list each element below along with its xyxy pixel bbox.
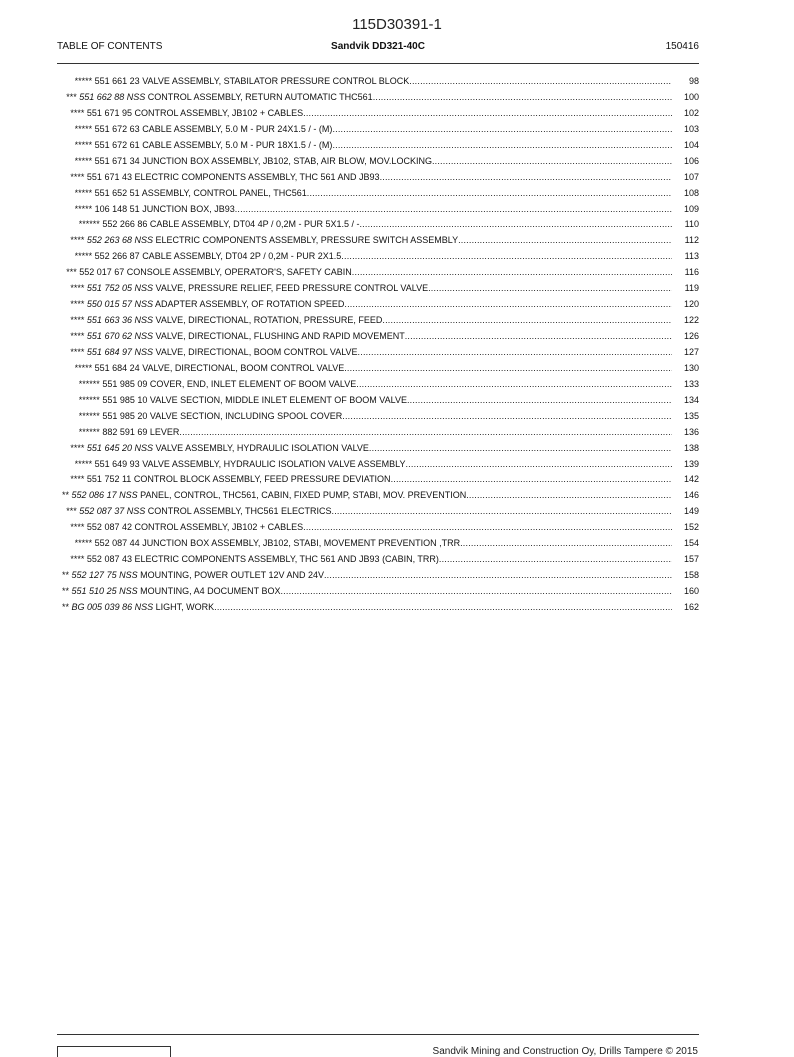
toc-entry[interactable]: [0, 568, 794, 584]
toc-entry-text: [66, 90, 672, 106]
toc-entry-text: [75, 186, 672, 202]
toc-entry[interactable]: [0, 202, 794, 218]
toc-entry-text: [62, 568, 672, 584]
toc-entry-text: [70, 345, 672, 361]
toc-title: VALVE ASSEMBLY, HYDRAULIC ISOLATION VALVE ASSEMBLY: [142, 458, 406, 469]
toc-dot-leader: [432, 156, 672, 166]
toc-part-number: 551 985 09: [102, 378, 148, 389]
toc-part-number: 552 087 42: [86, 522, 132, 533]
toc-level-marker: **: [62, 570, 70, 581]
toc-part-number: 551 752 05 NSS: [86, 283, 153, 294]
toc-dot-leader: [407, 395, 672, 405]
toc-part-number: 106 148 51: [94, 203, 140, 214]
toc-title: CABLE ASSEMBLY, DT04 4P / 0,2M - PUR 5X1.5 / -: [149, 219, 360, 230]
toc-entry-text: [75, 122, 672, 138]
toc-title: CONSOLE ASSEMBLY, OPERATOR'S, SAFETY CABIN: [126, 267, 352, 278]
toc-page-number: 103: [683, 123, 699, 134]
toc-dot-leader: [460, 538, 672, 548]
toc-title: CONTROL ASSEMBLY, JB102 + CABLES: [134, 522, 304, 533]
toc-entry[interactable]: [0, 409, 794, 425]
toc-title: ASSEMBLY, CONTROL PANEL, THC561: [141, 187, 307, 198]
toc-part-number: 551 684 24: [94, 362, 140, 373]
toc-title: PANEL, CONTROL, THC561, CABIN, FIXED PUMP, STABI, MOV. PREVENTION: [140, 490, 467, 501]
toc-entry-text: [79, 409, 672, 425]
toc-page-number: 154: [683, 538, 699, 549]
toc-entry-text: [70, 233, 672, 249]
toc-title: LIGHT, WORK: [155, 601, 215, 612]
toc-level-marker: **: [62, 601, 70, 612]
toc-part-number: 551 661 23: [94, 76, 140, 86]
toc-entry-text: [62, 488, 672, 504]
toc-level-marker: ***: [66, 91, 77, 102]
toc-title: VALVE ASSEMBLY, HYDRAULIC ISOLATION VALVE: [155, 442, 369, 453]
toc-part-number: 552 086 17 NSS: [71, 490, 138, 501]
toc-page-number: 98: [688, 76, 699, 86]
toc-entry[interactable]: [0, 329, 794, 345]
toc-part-number: 551 662 88 NSS: [79, 91, 146, 102]
toc-level-marker: *****: [74, 362, 93, 373]
toc-title: VALVE, PRESSURE RELIEF, FEED PRESSURE CONTROL VALVE: [155, 283, 429, 294]
toc-page-number: 110: [684, 219, 699, 230]
toc-dot-leader: [405, 459, 672, 469]
toc-dot-leader: [358, 347, 672, 357]
toc-page-number: 135: [683, 410, 699, 421]
toc-page-number: 157: [683, 554, 699, 565]
toc-level-marker: ****: [70, 554, 85, 565]
toc-title: JUNCTION BOX ASSEMBLY, JB102, STAB, AIR BLOW, MOV.LOCKING: [142, 155, 432, 166]
toc-title: VALVE, DIRECTIONAL, BOOM CONTROL VALVE: [142, 362, 345, 373]
toc-part-number: 551 663 36 NSS: [86, 315, 153, 326]
toc-level-marker: **: [62, 586, 70, 596]
toc-page-number: 142: [683, 474, 699, 485]
toc-page-number: 160: [683, 586, 699, 596]
toc-dot-leader: [303, 108, 672, 118]
toc-title: CONTROL ASSEMBLY, THC561 ELECTRICS: [147, 506, 332, 517]
page-header: [57, 41, 699, 55]
toc-entry-text: [66, 265, 672, 281]
toc-entry-text: [70, 552, 672, 568]
toc-part-number: 551 645 20 NSS: [86, 442, 153, 453]
toc-part-number: 552 017 67: [79, 267, 125, 278]
toc-entry-text: [75, 361, 672, 377]
toc-level-marker: **: [62, 490, 70, 501]
toc-part-number: 551 670 62 NSS: [86, 331, 153, 341]
toc-dot-leader: [332, 140, 672, 150]
toc-entry[interactable]: [0, 472, 794, 488]
toc-entry-text: [70, 106, 672, 122]
toc-dot-leader: [382, 315, 672, 325]
toc-level-marker: ******: [78, 410, 100, 421]
toc-entry-text: [66, 504, 672, 520]
toc-entry-text: [75, 74, 672, 90]
toc-part-number: 550 015 57 NSS: [86, 299, 153, 310]
toc-entry[interactable]: [0, 441, 794, 457]
toc-entry[interactable]: [0, 393, 794, 409]
toc-entry-text: [75, 536, 672, 552]
toc-page-number: 109: [683, 203, 699, 214]
toc-part-number: 551 649 93: [94, 458, 140, 469]
toc-dot-leader: [341, 251, 672, 261]
toc-entry[interactable]: [0, 170, 794, 186]
toc-title: VALVE SECTION, INCLUDING SPOOL COVER: [149, 410, 343, 421]
toc-level-marker: ****: [70, 171, 85, 182]
toc-page-number: 152: [683, 522, 699, 533]
toc-title: CABLE ASSEMBLY, DT04 2P / 0,2M - PUR 2X1.5: [142, 251, 342, 262]
toc-title: VALVE, DIRECTIONAL, BOOM CONTROL VALVE: [155, 346, 358, 357]
toc-entry-text: [70, 472, 672, 488]
toc-entry-text: [79, 377, 672, 393]
toc-level-marker: ****: [70, 299, 85, 310]
toc-page-number: 116: [684, 267, 699, 278]
toc-part-number: 552 266 86: [102, 219, 148, 230]
toc-page-number: 136: [683, 426, 699, 437]
toc-level-marker: ******: [78, 219, 100, 230]
toc-dot-leader: [235, 204, 672, 214]
toc-entry-text: [79, 217, 672, 233]
toc-title: CABLE ASSEMBLY, 5.0 M - PUR 24X1.5 / - (M): [142, 123, 333, 134]
toc-dot-leader: [352, 267, 672, 277]
toc-level-marker: *****: [74, 123, 93, 134]
toc-level-marker: *****: [74, 251, 93, 262]
toc-level-marker: ******: [78, 394, 100, 405]
toc-dot-leader: [356, 379, 672, 389]
toc-dot-leader: [179, 427, 672, 437]
toc-entry[interactable]: [0, 345, 794, 361]
toc-dot-leader: [428, 283, 672, 293]
toc-title: CONTROL ASSEMBLY, RETURN AUTOMATIC THC561: [147, 91, 373, 102]
header-divider: [57, 63, 699, 64]
toc-part-number: 551 752 11: [86, 474, 132, 485]
toc-page-number: 158: [683, 570, 699, 581]
toc-page-number: 162: [683, 601, 699, 612]
toc-page-number: 146: [683, 490, 699, 501]
toc-title: COVER, END, INLET ELEMENT OF BOOM VALVE: [149, 378, 357, 389]
toc-entry[interactable]: [0, 313, 794, 329]
toc-dot-leader: [373, 92, 672, 102]
toc-part-number: 552 087 37 NSS: [79, 506, 146, 517]
toc-dot-leader: [359, 219, 672, 229]
toc-entry[interactable]: [0, 457, 794, 473]
toc-level-marker: *****: [74, 538, 93, 549]
toc-entry-text: [75, 249, 672, 265]
toc-title: ELECTRIC COMPONENTS ASSEMBLY, THC 561 AND JB93: [134, 171, 380, 182]
toc-title: VALVE SECTION, MIDDLE INLET ELEMENT OF BOOM VALVE: [149, 394, 407, 405]
toc-part-number: BG 005 039 86 NSS: [71, 601, 154, 612]
toc-level-marker: ***: [66, 267, 77, 278]
toc-entry-text: [62, 600, 672, 616]
toc-dot-leader: [307, 188, 672, 198]
toc-page-number: 133: [683, 378, 699, 389]
toc-entry[interactable]: [0, 504, 794, 520]
toc-dot-leader: [409, 76, 672, 86]
toc-title: MOUNTING, A4 DOCUMENT BOX: [140, 586, 281, 596]
toc-entry[interactable]: [0, 138, 794, 154]
toc-page-number: 127: [683, 346, 699, 357]
toc-level-marker: ******: [78, 426, 100, 437]
toc-dot-leader: [342, 411, 672, 421]
toc-entry-text: [70, 520, 672, 536]
toc-entry[interactable]: [0, 106, 794, 122]
document-number: 115D30391-1: [352, 16, 442, 33]
toc-page-number: 122: [683, 315, 699, 326]
toc-dot-leader: [466, 490, 672, 500]
toc-page-number: 113: [684, 251, 699, 262]
toc-part-number: 551 672 63: [94, 123, 140, 134]
toc-page-number: 119: [684, 283, 699, 294]
toc-entry-text: [75, 202, 672, 218]
toc-part-number: 551 671 43: [86, 171, 132, 182]
toc-dot-leader: [344, 363, 672, 373]
toc-title: CABLE ASSEMBLY, 5.0 M - PUR 18X1.5 / - (M): [142, 139, 333, 150]
toc-title: ADAPTER ASSEMBLY, OF ROTATION SPEED: [155, 299, 345, 310]
toc-entry-text: [70, 329, 672, 345]
toc-entry[interactable]: [0, 488, 794, 504]
toc-entry-text: [75, 154, 672, 170]
toc-title: VALVE, DIRECTIONAL, FLUSHING AND RAPID MOVEMENT: [155, 331, 405, 341]
toc-part-number: 551 985 10: [102, 394, 148, 405]
toc-part-number: 552 087 44: [94, 538, 140, 549]
toc-title: VALVE, DIRECTIONAL, ROTATION, PRESSURE, FEED: [155, 315, 383, 326]
toc-dot-leader: [344, 299, 672, 309]
toc-entry[interactable]: [0, 361, 794, 377]
toc-part-number: 552 263 68 NSS: [86, 235, 153, 246]
toc-part-number: 551 671 34: [94, 155, 140, 166]
toc-level-marker: ******: [78, 378, 100, 389]
toc-level-marker: *****: [74, 203, 93, 214]
toc-page-number: 112: [684, 235, 699, 246]
toc-part-number: 882 591 69: [102, 426, 148, 437]
toc-page-number: 100: [683, 91, 699, 102]
toc-entry[interactable]: [0, 377, 794, 393]
footer-copyright: Sandvik Mining and Construction Oy, Drills Tampere © 2015: [432, 1046, 698, 1057]
toc-dot-leader: [369, 443, 672, 453]
toc-entry[interactable]: [0, 249, 794, 265]
toc-entry-text: [75, 457, 672, 473]
toc-dot-leader: [280, 586, 672, 596]
toc-title: ELECTRIC COMPONENTS ASSEMBLY, THC 561 AND JB93 (CABIN, TRR): [134, 554, 439, 565]
toc-entry-text: [70, 170, 672, 186]
toc-page-number: 104: [683, 139, 699, 150]
toc-title: CONTROL ASSEMBLY, JB102 + CABLES: [134, 107, 304, 118]
toc-level-marker: *****: [74, 155, 93, 166]
toc-entry[interactable]: [0, 90, 794, 106]
footer-divider: [57, 1034, 699, 1035]
toc-entry-text: [70, 313, 672, 329]
toc-part-number: 551 684 97 NSS: [86, 346, 153, 357]
toc-page-number: 134: [683, 394, 699, 405]
toc-part-number: 551 652 51: [94, 187, 140, 198]
toc-level-marker: ****: [70, 474, 85, 485]
toc-entry[interactable]: [0, 297, 794, 313]
toc-dot-leader: [324, 570, 672, 580]
toc-entry[interactable]: [0, 281, 794, 297]
section-title: TABLE OF CONTENTS: [57, 41, 163, 52]
product-name: Sandvik DD321-40C: [331, 41, 425, 52]
toc-part-number: 552 266 87: [94, 251, 140, 262]
toc-dot-leader: [405, 331, 672, 341]
toc-part-number: 551 985 20: [102, 410, 148, 421]
toc-level-marker: *****: [74, 76, 93, 86]
toc-dot-leader: [332, 124, 672, 134]
toc-entry[interactable]: [0, 536, 794, 552]
toc-title: JUNCTION BOX ASSEMBLY, JB102, STABI, MOVEMENT PREVENTION ,TRR: [142, 538, 461, 549]
toc-entry[interactable]: [0, 217, 794, 233]
toc-page-number: 120: [683, 299, 699, 310]
toc-entry[interactable]: [0, 122, 794, 138]
toc-entry-text: [75, 138, 672, 154]
toc-level-marker: ****: [70, 235, 85, 246]
toc-entry-text: [79, 393, 672, 409]
toc-part-number: 551 671 95: [86, 107, 132, 118]
toc-entry[interactable]: [0, 520, 794, 536]
toc-entry[interactable]: [0, 233, 794, 249]
toc-page-number: 102: [683, 107, 699, 118]
toc-level-marker: ****: [70, 107, 85, 118]
toc-entry[interactable]: [0, 186, 794, 202]
toc-part-number: 552 127 75 NSS: [71, 570, 138, 581]
toc-entry[interactable]: [0, 584, 794, 600]
toc-dot-leader: [458, 235, 672, 245]
document-date: 150416: [665, 41, 699, 52]
toc-page-number: 107: [683, 171, 699, 182]
toc-level-marker: ****: [70, 522, 85, 533]
toc-page-number: 106: [683, 155, 699, 166]
toc-entry[interactable]: [0, 74, 794, 90]
toc-level-marker: ***: [66, 506, 77, 517]
toc-level-marker: ****: [70, 442, 85, 453]
toc-page-number: 126: [683, 331, 699, 341]
toc-dot-leader: [303, 522, 672, 532]
toc-entry[interactable]: [0, 265, 794, 281]
table-of-contents: [0, 74, 794, 616]
toc-level-marker: ****: [70, 331, 85, 341]
toc-title: CONTROL BLOCK ASSEMBLY, FEED PRESSURE DEVIATION: [133, 474, 391, 485]
toc-title: MOUNTING, POWER OUTLET 12V AND 24V: [140, 570, 324, 581]
toc-entry[interactable]: [0, 154, 794, 170]
toc-level-marker: *****: [74, 458, 93, 469]
toc-part-number: 551 672 61: [94, 139, 140, 150]
toc-entry-text: [79, 425, 672, 441]
sandvik-logo: [57, 1046, 171, 1057]
toc-dot-leader: [380, 172, 672, 182]
toc-entry[interactable]: [0, 552, 794, 568]
toc-level-marker: *****: [74, 139, 93, 150]
toc-level-marker: ****: [70, 283, 85, 294]
toc-page-number: 130: [683, 362, 699, 373]
toc-entry-text: [62, 584, 672, 600]
toc-entry-text: [70, 297, 672, 313]
toc-level-marker: ****: [70, 315, 85, 326]
toc-part-number: 551 510 25 NSS: [71, 586, 138, 596]
toc-dot-leader: [391, 474, 672, 484]
toc-dot-leader: [214, 602, 672, 612]
toc-title: ELECTRIC COMPONENTS ASSEMBLY, PRESSURE SWITCH ASSEMBLY: [155, 235, 459, 246]
toc-dot-leader: [439, 554, 672, 564]
toc-title: LEVER: [149, 426, 180, 437]
toc-title: JUNCTION BOX, JB93: [142, 203, 235, 214]
toc-entry[interactable]: [0, 600, 794, 616]
toc-level-marker: ****: [70, 346, 85, 357]
toc-page-number: 139: [683, 458, 699, 469]
toc-dot-leader: [332, 506, 672, 516]
toc-part-number: 552 087 43: [86, 554, 132, 565]
toc-title: VALVE ASSEMBLY, STABILATOR PRESSURE CONTROL BLOCK: [142, 76, 410, 86]
toc-page-number: 108: [683, 187, 699, 198]
toc-page-number: 149: [683, 506, 699, 517]
toc-page-number: 138: [683, 442, 699, 453]
toc-level-marker: *****: [74, 187, 93, 198]
toc-entry-text: [70, 281, 672, 297]
toc-entry-text: [70, 441, 672, 457]
toc-entry[interactable]: [0, 425, 794, 441]
